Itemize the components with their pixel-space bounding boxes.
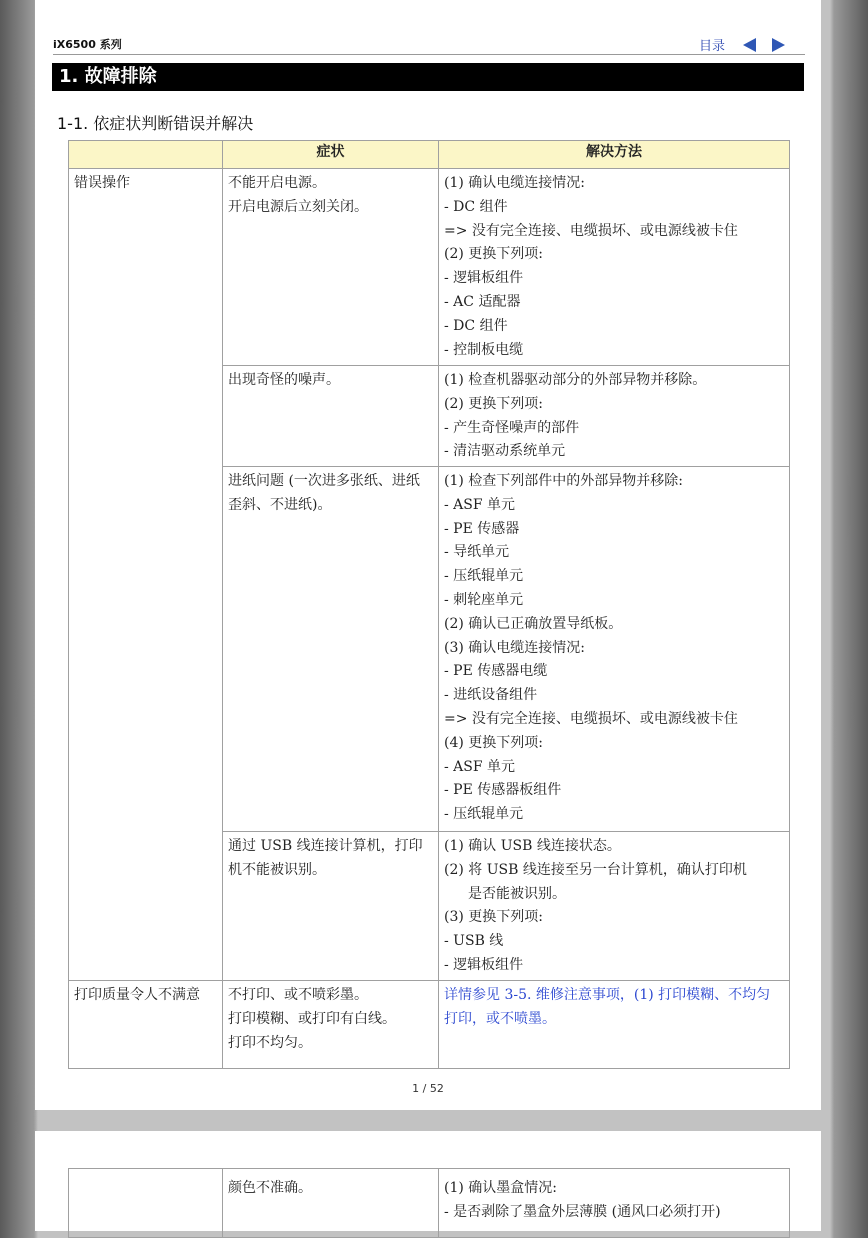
table-row	[69, 1169, 790, 1238]
solution-cell	[439, 169, 790, 366]
solution-line: - DC 组件	[444, 317, 508, 334]
solution-line: - 是否剥除了墨盒外层薄膜 (通风口必须打开)	[444, 1203, 721, 1220]
symptom-cell	[223, 366, 439, 467]
header-divider	[53, 54, 805, 55]
symptom-line: 进纸问题 (一次进多张纸、进纸歪斜、不进纸)。	[228, 473, 420, 513]
solution-line: - 刺轮座单元	[444, 591, 524, 608]
symptom-line: 打印不均匀。	[228, 1034, 312, 1051]
symptom-line: 不能开启电源。	[228, 175, 326, 191]
header-navigation	[699, 35, 785, 54]
solution-line: - 逻辑板组件	[444, 956, 524, 973]
solution-line: - 进纸设备组件	[444, 687, 538, 704]
category-cell	[69, 1169, 223, 1238]
symptom-line: 出现奇怪的噪声。	[228, 372, 340, 388]
symptom-line: 开启电源后立刻关闭。	[228, 198, 368, 215]
left-arrow-icon[interactable]	[743, 38, 756, 52]
solution-line: - ASF 单元	[444, 758, 516, 775]
symptom-line: 颜色不准确。	[228, 1180, 312, 1196]
solution-line: => 没有完全连接、电缆损坏、或电源线被卡住	[444, 222, 738, 239]
column-header-symptom: 症状	[223, 141, 439, 169]
solution-line: - 控制板电缆	[444, 341, 524, 358]
solution-line: - PE 传感器板组件	[444, 782, 562, 799]
symptom-line: 通过 USB 线连接计算机，打印机不能被识别。	[228, 838, 423, 878]
solution-line: - PE 传感器	[444, 520, 520, 537]
symptom-line: 打印模糊、或打印有白线。	[228, 1010, 396, 1027]
right-arrow-icon[interactable]	[772, 38, 785, 52]
solution-line: - ASF 单元	[444, 496, 516, 513]
solution-cell	[439, 981, 790, 1069]
solution-line: - 清洁驱动系统单元	[444, 443, 566, 460]
column-header-solution: 解决方法	[439, 141, 790, 169]
troubleshooting-table-continued	[68, 1168, 790, 1238]
document-page-2	[35, 1131, 821, 1231]
solution-line: - AC 适配器	[444, 293, 521, 310]
solution-line: - 导纸单元	[444, 544, 510, 561]
solution-line: (2) 更换下列项:	[444, 395, 543, 412]
solution-line: (3) 更换下列项:	[444, 909, 543, 926]
troubleshooting-table	[68, 140, 790, 1069]
solution-line: - DC 组件	[444, 198, 508, 215]
symptom-cell	[223, 981, 439, 1069]
table-row	[69, 169, 790, 366]
category-label: 打印质量令人不满意	[74, 987, 200, 1003]
solution-line: (1) 确认电缆连接情况:	[444, 175, 585, 191]
solution-line: (2) 更换下列项:	[444, 246, 543, 263]
solution-line: (1) 确认墨盒情况:	[444, 1180, 557, 1196]
section-title: 1-1. 依症状判断错误并解决	[57, 114, 254, 133]
solution-cell	[439, 467, 790, 832]
chapter-title: 1. 故障排除	[52, 63, 804, 91]
solution-line: - PE 传感器电缆	[444, 663, 548, 680]
category-label: 错误操作	[74, 175, 130, 191]
solution-line: (1) 确认 USB 线连接状态。	[444, 838, 621, 854]
solution-cell	[439, 1169, 790, 1238]
solution-line: (4) 更换下列项:	[444, 734, 543, 751]
model-name: iX6500 系列	[53, 38, 122, 51]
solution-line: (1) 检查机器驱动部分的外部异物并移除。	[444, 372, 707, 388]
symptom-cell	[223, 1169, 439, 1238]
column-header-category	[69, 141, 223, 169]
solution-line: (2) 确认已正确放置导纸板。	[444, 615, 623, 632]
solution-line: (3) 确认电缆连接情况:	[444, 639, 585, 656]
solution-cell	[439, 832, 790, 981]
solution-line: - 逻辑板组件	[444, 270, 524, 287]
category-cell	[69, 169, 223, 981]
category-cell	[69, 981, 223, 1069]
solution-line: - 产生奇怪噪声的部件	[444, 419, 580, 436]
table-header-row	[69, 141, 790, 169]
document-page-1	[35, 0, 821, 1110]
solution-line: - 压纸辊单元	[444, 568, 524, 585]
cross-reference-link[interactable]: 详情参见 3-5. 维修注意事项，(1) 打印模糊、不均匀打印，或不喷墨。	[444, 987, 771, 1027]
toc-link[interactable]: 目录	[698, 39, 725, 54]
symptom-cell	[223, 832, 439, 981]
table-row	[69, 981, 790, 1069]
solution-line: => 没有完全连接、电缆损坏、或电源线被卡住	[444, 710, 738, 727]
solution-line: (1) 检查下列部件中的外部异物并移除:	[444, 473, 683, 489]
solution-line: - USB 线	[444, 933, 504, 950]
solution-line: (2) 将 USB 线连接至另一台计算机，确认打印机	[444, 861, 747, 878]
symptom-cell	[223, 467, 439, 832]
page-number: 1 / 52	[412, 1082, 444, 1095]
symptom-line: 不打印、或不喷彩墨。	[228, 987, 368, 1003]
symptom-cell	[223, 169, 439, 366]
solution-cell	[439, 366, 790, 467]
solution-line: - 压纸辊单元	[444, 806, 524, 823]
solution-line: 是否能被识别。	[468, 885, 566, 902]
